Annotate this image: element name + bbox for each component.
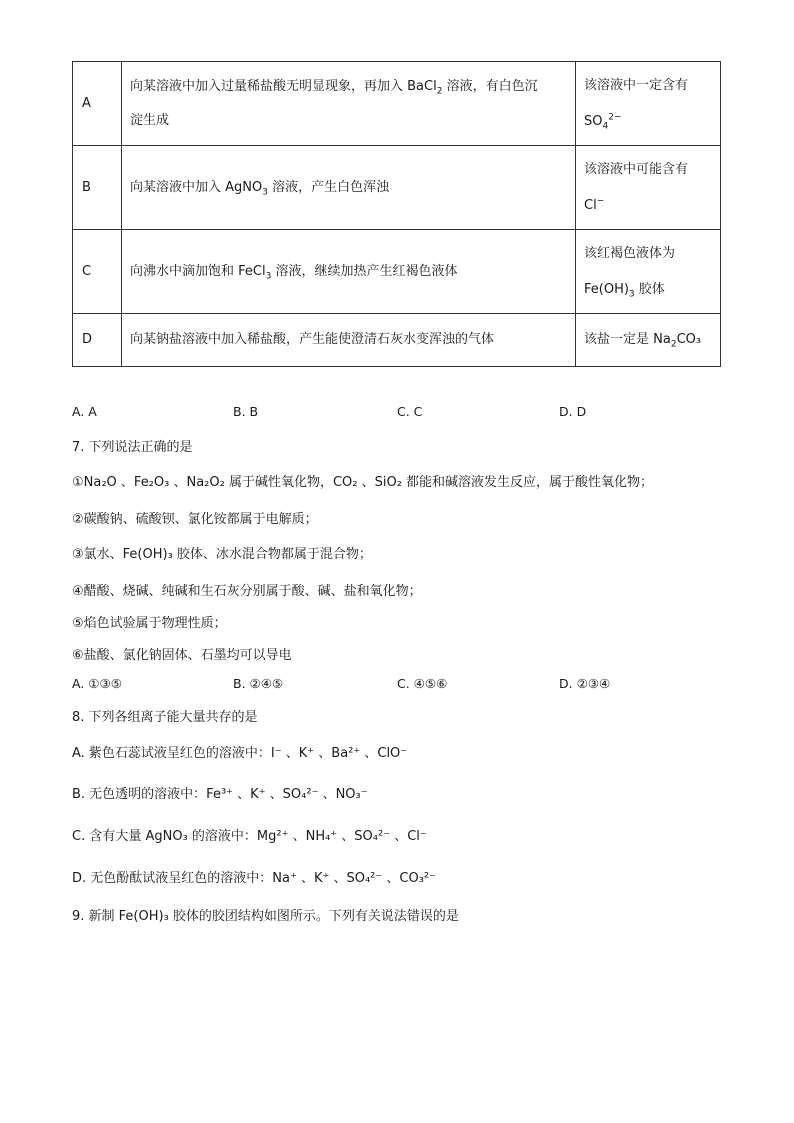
- q7-statement-1: ①Na₂O 、Fe₂O₃ 、Na₂O₂ 属于碱性氧化物，CO₂ 、SiO₂ 都能和碱溶液发生反应，属于酸性氧化物；: [72, 475, 654, 490]
- experiment-cell: [122, 314, 576, 367]
- q7-statement-4: ④醋酸、烧碱、纯碱和生石灰分别属于酸、碱、盐和氧化物；: [72, 584, 422, 599]
- exp-text: 淀生成: [130, 112, 170, 128]
- exp-subscript: 2: [436, 86, 443, 97]
- row-label: A: [73, 62, 122, 146]
- con-formula: SO: [584, 113, 603, 129]
- q7-option-b[interactable]: B. ②④⑤: [233, 676, 284, 691]
- exp-text: 向沸水中滴加饱和: [130, 263, 239, 279]
- q6-option-d[interactable]: D. D: [559, 404, 587, 419]
- q9-stem: 9. 新制 Fe(OH)₃ 胶体的胶团结构如图所示。下列有关说法错误的是: [72, 909, 459, 924]
- con-text: 该盐一定是 Na: [584, 332, 671, 347]
- q8-option-a[interactable]: A. 紫色石蕊试液呈红色的溶液中：I⁻ 、K⁺ 、Ba²⁺ 、ClO⁻: [72, 746, 408, 761]
- row-label: D: [73, 314, 122, 367]
- table-row: [73, 146, 721, 230]
- exp-subscript: 3: [265, 271, 272, 282]
- exp-text: 向某钠盐溶液中加入稀盐酸，产生能使澄清石灰水变浑浊的气体: [130, 332, 495, 347]
- con-formula: Cl: [584, 197, 597, 213]
- q7-statement-5: ⑤焰色试验属于物理性质；: [72, 616, 227, 631]
- conclusion-cell: [576, 314, 721, 367]
- q8-stem: 8. 下列各组离子能大量共存的是: [72, 710, 258, 725]
- table-row: [73, 62, 721, 146]
- con-text: CO₃: [676, 332, 702, 347]
- con-formula: Fe(OH): [584, 281, 629, 297]
- q6-option-a[interactable]: A. A: [72, 404, 97, 419]
- experiment-cell: [122, 146, 576, 230]
- exp-formula: FeCl: [238, 263, 266, 279]
- row-label: B: [73, 146, 122, 230]
- conclusion-cell: [576, 62, 721, 146]
- exp-formula: BaCl: [407, 78, 437, 94]
- exp-text: 溶液，继续加热产生红褐色液体: [271, 263, 458, 279]
- con-superscript: −: [596, 196, 605, 207]
- q7-option-d[interactable]: D. ②③④: [559, 676, 611, 691]
- q7-statement-2: ②碳酸钠、硫酸钡、氯化铵都属于电解质；: [72, 512, 318, 527]
- conclusion-cell: [576, 146, 721, 230]
- q7-statement-6: ⑥盐酸、氯化钠固体、石墨均可以导电: [72, 648, 292, 663]
- q7-option-a[interactable]: A. ①③⑤: [72, 676, 122, 691]
- q8-option-b[interactable]: B. 无色透明的溶液中：Fe³⁺ 、K⁺ 、SO₄²⁻ 、NO₃⁻: [72, 787, 368, 802]
- experiment-table: [72, 61, 721, 367]
- con-text: 该溶液中可能含有: [584, 161, 689, 177]
- con-subscript: 4: [602, 121, 609, 132]
- conclusion-cell: [576, 230, 721, 314]
- con-superscript: 2−: [608, 112, 622, 123]
- table-row: [73, 230, 721, 314]
- q8-option-d[interactable]: D. 无色酚酞试液呈红色的溶液中：Na⁺ 、K⁺ 、SO₄²⁻ 、CO₃²⁻: [72, 871, 436, 886]
- exp-text: 向某溶液中加入过量稀盐酸无明显现象，再加入: [130, 78, 408, 94]
- q6-option-c[interactable]: C. C: [397, 404, 423, 419]
- exp-formula: AgNO: [225, 179, 263, 195]
- experiment-cell: [122, 230, 576, 314]
- con-subscript: 2: [670, 339, 677, 350]
- con-text: 该红褐色液体为: [584, 245, 676, 261]
- table-row: [73, 314, 721, 367]
- con-subscript: 3: [628, 289, 635, 300]
- exp-text: 溶液，有白色沉: [442, 78, 538, 94]
- exp-text: 溶液，产生白色浑浊: [267, 179, 390, 195]
- q7-statement-3: ③氯水、Fe(OH)₃ 胶体、冰水混合物都属于混合物；: [72, 547, 372, 562]
- row-label: C: [73, 230, 122, 314]
- con-text: 胶体: [634, 281, 665, 297]
- q7-stem: 7. 下列说法正确的是: [72, 440, 193, 455]
- q7-option-c[interactable]: C. ④⑤⑥: [397, 676, 448, 691]
- exp-subscript: 3: [262, 187, 268, 198]
- experiment-cell: [122, 62, 576, 146]
- q8-option-c[interactable]: C. 含有大量 AgNO₃ 的溶液中：Mg²⁺ 、NH₄⁺ 、SO₄²⁻ 、Cl⁻: [72, 829, 427, 844]
- exp-text: 向某溶液中加入: [130, 179, 226, 195]
- q6-option-b[interactable]: B. B: [233, 404, 259, 419]
- con-text: 该溶液中一定含有: [584, 77, 689, 93]
